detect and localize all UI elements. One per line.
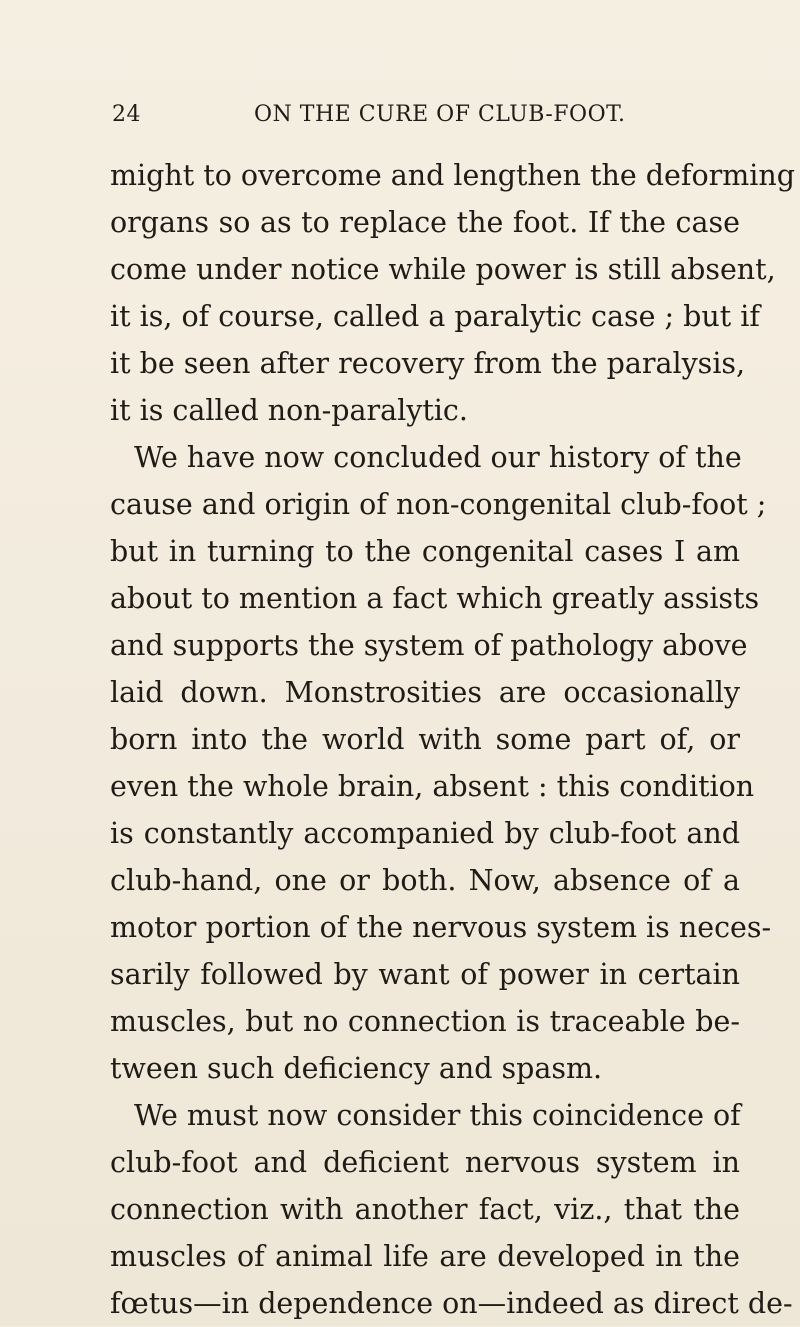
text-line: about to mention a fact which greatly assists: [110, 582, 760, 615]
text-line: but in turning to the congenital cases I am: [110, 535, 740, 568]
text-line: might to overcome and lengthen the deforming: [110, 159, 795, 192]
text-line: it is called non-paralytic.: [110, 394, 468, 427]
text-line: club-hand, one or both. Now, absence of a: [110, 864, 740, 897]
body-text: [110, 152, 795, 1327]
text-line: muscles of animal life are developed in the: [110, 1240, 740, 1273]
text-line: and supports the system of pathology above: [110, 629, 748, 662]
text-line: tween such deficiency and spasm.: [110, 1052, 603, 1085]
text-line: laid down. Monstrosities are occasionally: [110, 676, 740, 709]
page-number: 24: [112, 102, 141, 127]
text-line: organs so as to replace the foot. If the case: [110, 206, 740, 239]
text-line: it is, of course, called a paralytic case ; but if: [110, 300, 760, 333]
text-line: connection with another fact, viz., that the: [110, 1193, 740, 1226]
text-line: is constantly accompanied by club-foot and: [110, 817, 740, 850]
text-line: it be seen after recovery from the paralysis,: [110, 347, 746, 380]
text-line: muscles, but no connection is traceable be-: [110, 1005, 740, 1038]
text-line: fœtus—in dependence on—indeed as direct de-: [110, 1287, 793, 1320]
text-line: club-foot and deficient nervous system in: [110, 1146, 740, 1179]
text-line: even the whole brain, absent : this condition: [110, 770, 755, 803]
text-line: born into the world with some part of, or: [110, 723, 740, 756]
text-line: sarily followed by want of power in certain: [110, 958, 740, 991]
text-line: cause and origin of non-congenital club-foot ;: [110, 488, 767, 521]
page-header: [112, 102, 712, 136]
text-line: motor portion of the nervous system is neces-: [110, 911, 772, 944]
text-line: We must now consider this coincidence of: [134, 1099, 741, 1132]
running-head: ON THE CURE OF CLUB-FOOT.: [254, 102, 626, 127]
text-line: We have now concluded our history of the: [134, 441, 742, 474]
text-line: come under notice while power is still absent,: [110, 253, 776, 286]
